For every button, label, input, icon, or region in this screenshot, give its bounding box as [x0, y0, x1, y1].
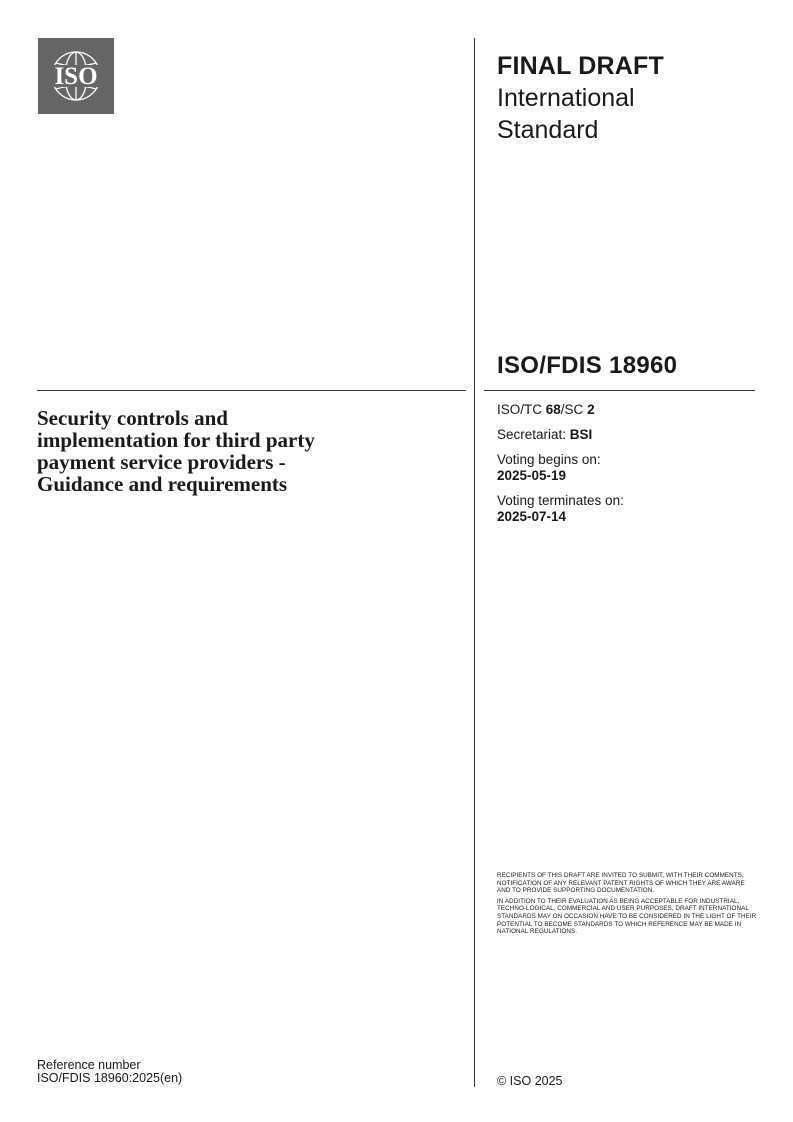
vertical-divider	[474, 38, 475, 1087]
reference-label: Reference number	[37, 1058, 141, 1072]
horizontal-rule-left	[37, 390, 466, 391]
sc-number: 2	[587, 402, 595, 417]
secretariat-label: Secretariat:	[497, 427, 570, 442]
title-line: Security controls and	[37, 406, 228, 430]
draft-status: FINAL DRAFT	[497, 52, 664, 80]
doc-type-line-1: International	[497, 84, 635, 112]
secretariat	[497, 427, 624, 443]
sc-prefix: /SC	[560, 402, 588, 417]
document-meta	[497, 402, 624, 525]
globe-icon	[38, 38, 114, 114]
document-number: ISO/FDIS 18960	[497, 352, 678, 379]
document-type	[497, 50, 757, 146]
voting-ends-date: 2025-07-14	[497, 509, 567, 524]
horizontal-rule-right	[484, 390, 755, 391]
doc-type-line-2: Standard	[497, 116, 599, 144]
title-line: Guidance and requirements	[37, 472, 288, 496]
title-line: payment service providers -	[37, 450, 286, 474]
document-title	[37, 407, 457, 495]
voting-begins-date: 2025-05-19	[497, 468, 567, 483]
iso-logo	[38, 38, 114, 114]
notice-paragraph: RECIPIENTS OF THIS DRAFT ARE INVITED TO SUBMIT, WITH THEIR COMMENTS, NOTIFICATION OF ANY RELEVANT PATENT RIGHTS OF WHICH THEY ARE AWARE AND TO PROVIDE SUPPORTING DOCUMENTATION.	[497, 872, 745, 895]
title-line: implementation for third party	[37, 428, 315, 452]
logo-text: ISO	[54, 63, 98, 90]
draft-notice	[497, 872, 757, 939]
reference-number	[37, 1059, 182, 1085]
secretariat-value: BSI	[569, 427, 593, 442]
copyright: © ISO 2025	[497, 1074, 563, 1088]
voting-ends-label: Voting terminates on:	[497, 493, 624, 508]
committee	[497, 402, 624, 418]
notice-paragraph: IN ADDITION TO THEIR EVALUATION AS BEING ACCEPTABLE FOR INDUSTRIAL, TECHNO-LOGICAL, COMMERCIAL AND USER PURPOSES, DRAFT INTERNATIONAL STANDARDS MAY ON OCCASION HAVE TO BE CONSIDERED IN THE LIGHT OF THEIR POTENTIAL TO BECOME STANDARDS TO WHICH REFERENCE MAY BE MADE IN NATIONAL REGULATIONS.	[497, 897, 757, 936]
committee-prefix: ISO/TC	[497, 402, 546, 417]
reference-value: ISO/FDIS 18960:2025(en)	[37, 1071, 183, 1085]
tc-number: 68	[545, 402, 561, 417]
voting-begins-label: Voting begins on:	[497, 452, 601, 467]
